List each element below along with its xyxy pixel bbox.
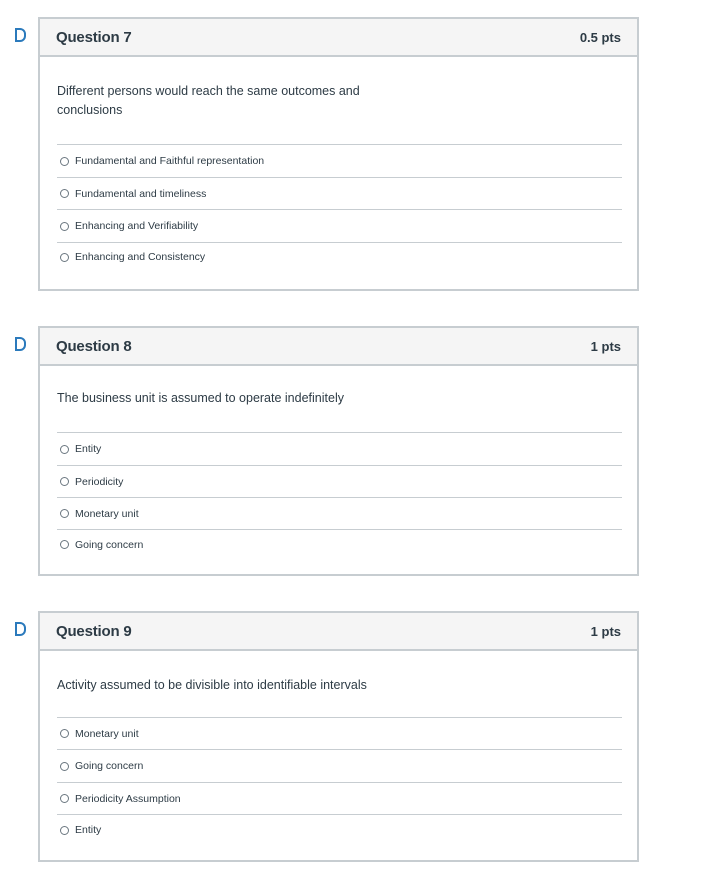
answer-label: Monetary unit [75, 727, 139, 740]
flag-question-icon[interactable] [15, 622, 26, 636]
answer-option[interactable] [57, 144, 622, 177]
answer-label: Monetary unit [75, 507, 139, 520]
answer-label: Fundamental and timeliness [75, 187, 207, 200]
radio-button[interactable] [60, 445, 69, 454]
flag-question-icon[interactable] [15, 28, 26, 42]
answer-option[interactable] [57, 782, 622, 814]
question-text: Different persons would reach the same outcomes and conclusions [57, 84, 360, 117]
radio-button[interactable] [60, 253, 69, 262]
question-title: Question 9 [56, 622, 132, 640]
question-8 [38, 326, 639, 576]
answer-option[interactable] [57, 465, 622, 497]
radio-button[interactable] [60, 157, 69, 166]
answer-label: Entity [75, 443, 102, 455]
question-body [40, 676, 637, 845]
radio-button[interactable] [60, 794, 69, 803]
question-7 [38, 17, 639, 291]
question-9 [38, 611, 639, 862]
question-title: Question 7 [56, 28, 132, 46]
radio-button[interactable] [60, 540, 69, 549]
radio-button[interactable] [60, 189, 69, 198]
question-body [40, 82, 637, 271]
question-points: 1 pts [590, 623, 621, 639]
answer-label: Fundamental and Faithful representation [75, 155, 265, 167]
question-title: Question 8 [56, 337, 132, 355]
question-points: 0.5 pts [579, 29, 621, 45]
question-body [40, 389, 637, 559]
question-text: The business unit is assumed to operate indefinitely [57, 391, 344, 405]
answer-option[interactable] [57, 177, 622, 209]
answer-label: Periodicity [75, 475, 124, 488]
answer-list [57, 144, 622, 271]
question-header [40, 19, 637, 57]
radio-button[interactable] [60, 729, 69, 738]
answer-label: Periodicity Assumption [75, 792, 181, 805]
answer-label: Enhancing and Verifiability [75, 220, 199, 232]
answer-option[interactable] [57, 749, 622, 782]
radio-button[interactable] [60, 826, 69, 835]
answer-list [57, 717, 622, 845]
answer-option[interactable] [57, 814, 622, 845]
answer-list [57, 432, 622, 559]
answer-label: Going concern [75, 538, 144, 551]
radio-button[interactable] [60, 477, 69, 486]
answer-label: Entity [75, 824, 102, 836]
answer-option[interactable] [57, 529, 622, 559]
answer-option[interactable] [57, 242, 622, 271]
flag-question-icon[interactable] [15, 337, 26, 351]
answer-option[interactable] [57, 209, 622, 242]
radio-button[interactable] [60, 222, 69, 231]
radio-button[interactable] [60, 509, 69, 518]
question-header [40, 613, 637, 651]
answer-label: Enhancing and Consistency [75, 251, 206, 263]
answer-option[interactable] [57, 432, 622, 465]
question-points: 1 pts [590, 338, 621, 354]
answer-label: Going concern [75, 760, 144, 772]
radio-button[interactable] [60, 762, 69, 771]
question-text: Activity assumed to be divisible into identifiable intervals [57, 678, 367, 692]
answer-option[interactable] [57, 717, 622, 749]
answer-option[interactable] [57, 497, 622, 529]
question-header [40, 328, 637, 366]
